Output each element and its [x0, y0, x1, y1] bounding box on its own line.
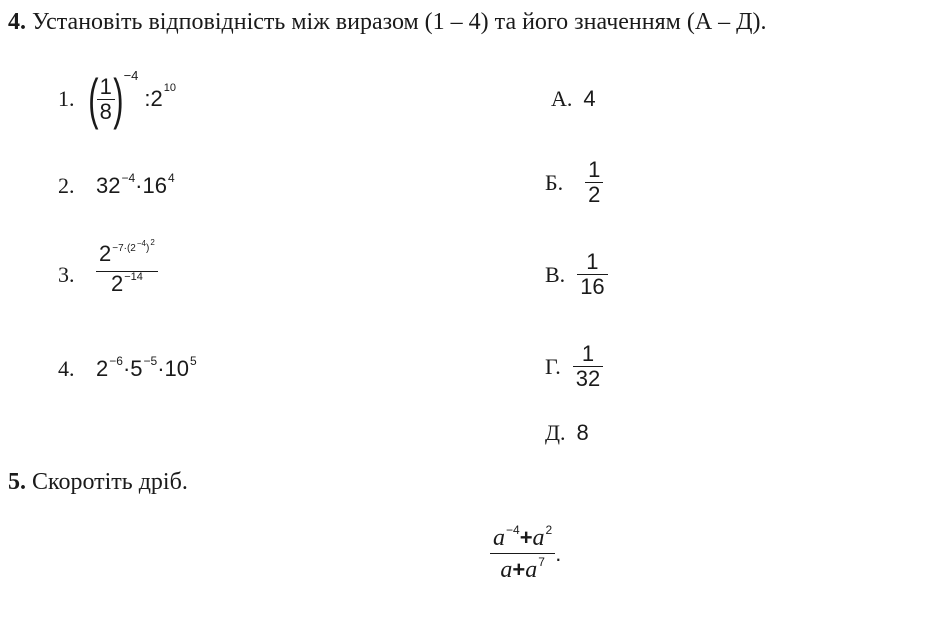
task-4-heading — [8, 8, 767, 36]
expr-3-fraction — [96, 238, 158, 300]
task-5-text: Скоротіть дріб. — [32, 469, 188, 495]
left-paren: ( — [88, 67, 99, 130]
expr-2: $32^{-4}\cdot 16^4$ — [96, 171, 175, 198]
expr-4-label: 4. — [58, 356, 75, 381]
task-5-fraction: $\frac{a^{-4}+a^2}{a+a^7}$ . — [490, 522, 561, 585]
expr-2-label: 2. — [58, 173, 75, 198]
expr-1-denominator: 8 — [99, 98, 112, 124]
expr-1-exponent: −4 — [123, 67, 139, 83]
expr-1 — [84, 64, 176, 134]
task-5-heading — [8, 468, 188, 496]
task-4-number: 4. — [8, 9, 26, 35]
task-5-number: 5. — [8, 469, 26, 495]
expr-4: $2^{-6}\cdot 5^{-5}\cdot 10^5$ — [96, 354, 197, 381]
answer-v: В. $\frac{1}{16}$ — [545, 250, 608, 299]
answer-d: Д. 8 — [545, 420, 589, 445]
answer-g: Г. $\frac{1}{32}$ — [545, 342, 603, 391]
expr-1-numerator: 1 — [99, 73, 112, 99]
expr-3-numerator: $2^{-7\cdot(2^{-4})^2}$ — [99, 238, 155, 266]
expr-3 — [96, 238, 158, 300]
answer-a: А. 4 — [551, 86, 596, 111]
expr-1-divisor-exponent: 10 — [163, 82, 176, 94]
expr-3-denominator: $2^{-14}$ — [110, 271, 143, 296]
right-paren: ) — [113, 67, 124, 130]
expr-3-label: 3. — [58, 262, 75, 287]
answer-b: Б. $\frac{1}{2}$ — [545, 158, 603, 207]
expr-1-label: 1. — [58, 86, 75, 111]
expr-1-fraction — [97, 75, 115, 124]
expr-1-divide: :2 — [144, 86, 163, 111]
task-4-text: Установіть відповідність між виразом (1 – 4) та його значенням (А – Д). — [32, 9, 767, 35]
